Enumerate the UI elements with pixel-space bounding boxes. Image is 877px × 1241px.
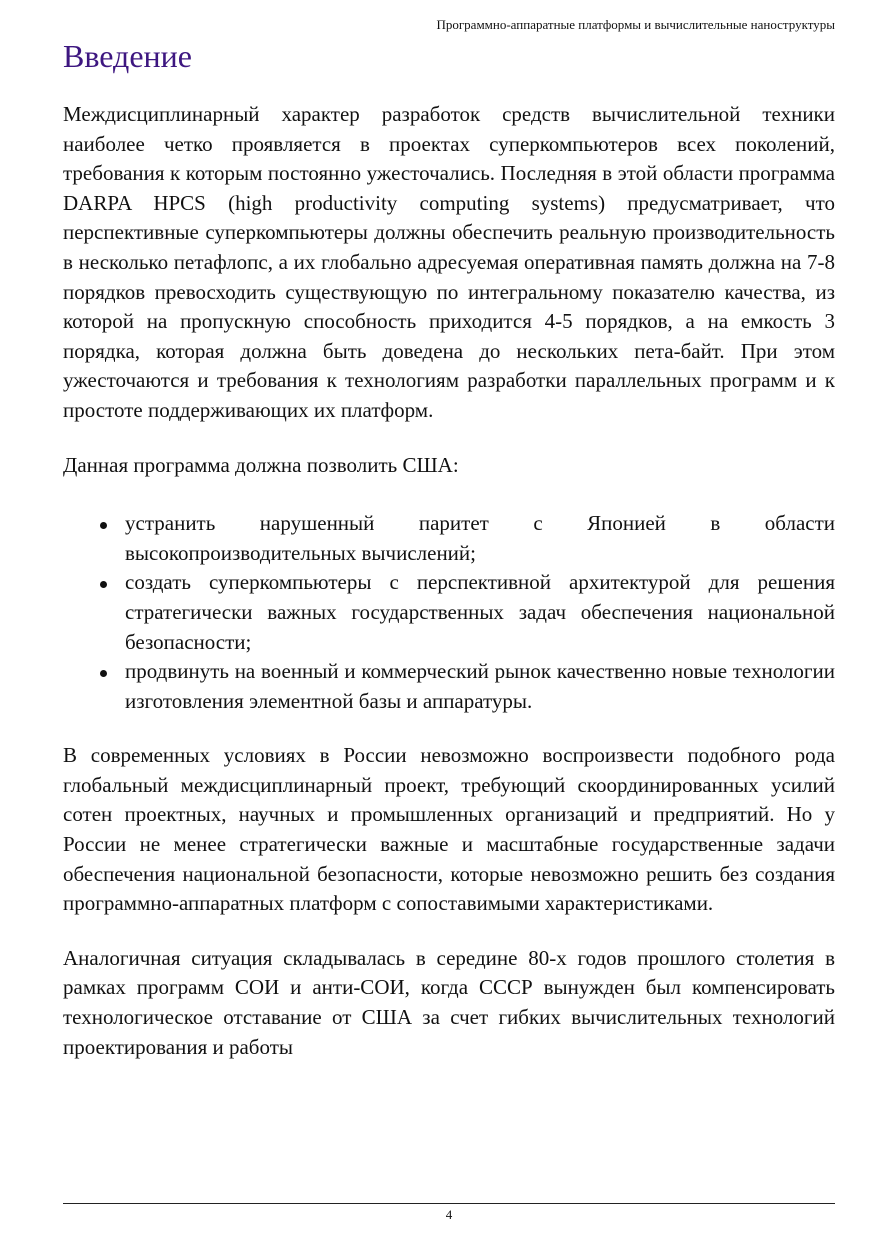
list-item-text: создать суперкомпьютеры с перспективной архитектурой для решения стратегически важных государственных задач обеспечения национальной безопасности; [125,570,835,654]
bullet-icon [100,522,107,529]
bullet-icon [100,581,107,588]
page-number: 4 [445,1207,453,1222]
intro-paragraph: Междисциплинарный характер разработок средств вычислительной техники наиболее четко проявляется в проектах суперкомпьютеров всех поколений, требования к которым постоянно ужесточались. Последняя в этой области программа DARPA HPCS (high productivity computing systems) предусматривает, что перспективные суперкомпьютеры должны обеспечить реальную производительность в несколько петафлопс, а их глобально адресуемая оперативная память должна на 7-8 порядков превосходить существующую по интегральному показателю качества, из которой на пропускную способность приходится 4-5 порядков, а на емкость 3 порядка, которая должна быть доведена до нескольких пета-байт. При этом ужесточаются и требования к технологиям разработки параллельных программ и к простоте поддерживающих их платформ. [63,102,835,422]
section-title: Введение [63,38,192,74]
analogy-paragraph: Аналогичная ситуация складывалась в середине 80-х годов прошлого столетия в рамках программ СОИ и анти-СОИ, когда СССР вынужден был компенсировать технологическое отставание от США за счет гибких вычислительных технологий проектирования и работы [63,945,835,1059]
running-header: Программно-аппаратные платформы и вычислительные наноструктуры [436,17,835,32]
list-item-text: устранить нарушенный паритет с Японией в области высокопроизводительных вычислений; [125,511,835,565]
bullet-icon [100,670,107,677]
list-lead-in: Данная программа должна позволить США: [63,452,459,477]
document-page [63,0,835,1241]
list-item-text: продвинуть на военный и коммерческий рынок качественно новые технологии изготовления элементной базы и аппаратуры. [125,659,835,713]
body-text [63,100,835,1087]
list-item [125,568,835,657]
goal-list [63,509,835,716]
russia-paragraph: В современных условиях в России невозможно воспроизвести подобного рода глобальный междисциплинарный проект, требующий скоординированных усилий сотен проектных, научных и промышленных организаций и предприятий. Но у России не менее стратегически важные и масштабные государственные задачи обеспечения национальной безопасности, которые невозможно решить без создания программно-аппаратных платформ с сопоставимыми характеристиками. [63,743,835,916]
list-item [125,509,835,568]
footer-divider [63,1203,835,1204]
list-item [125,657,835,716]
